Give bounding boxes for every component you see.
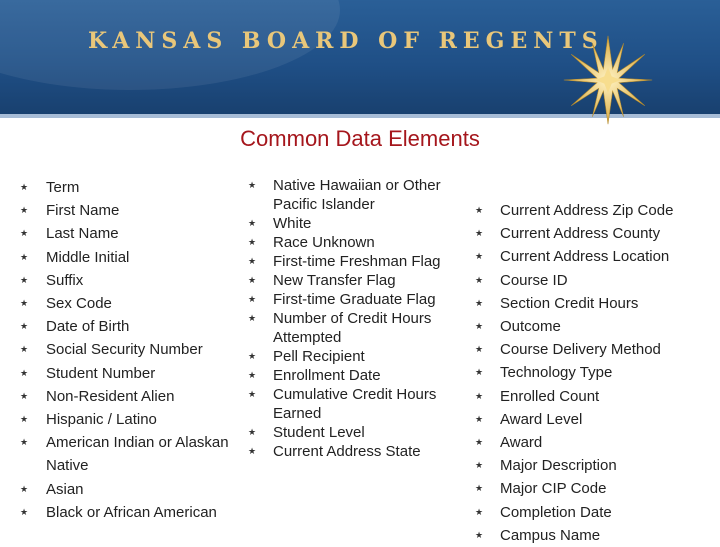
star-bullet-icon: ★ xyxy=(20,182,29,192)
list-item xyxy=(475,292,720,315)
star-bullet-icon: ★ xyxy=(248,313,257,323)
list-item xyxy=(248,423,458,442)
star-bullet-icon: ★ xyxy=(475,251,484,262)
list-item-text: Section Credit Hours xyxy=(500,294,639,312)
column-2-list xyxy=(248,176,458,461)
list-item-text: Enrollment Date xyxy=(273,367,381,384)
list-item-text: Completion Date xyxy=(500,503,612,521)
list-item-text: Student Level xyxy=(273,424,365,441)
star-bullet-icon: ★ xyxy=(20,414,29,425)
list-item-text: Last Name xyxy=(46,225,119,243)
column-1-list xyxy=(20,176,235,524)
list-item-text: Current Address State xyxy=(273,443,421,460)
list-item-text: Native Hawaiian or Other Pacific Islander xyxy=(273,177,441,213)
list-item xyxy=(20,362,235,385)
list-item xyxy=(248,347,458,366)
star-bullet-icon: ★ xyxy=(248,237,257,247)
list-item-text: Suffix xyxy=(46,271,84,289)
list-item xyxy=(475,385,720,408)
list-item xyxy=(248,214,458,233)
list-item xyxy=(475,245,720,268)
list-item xyxy=(475,269,720,292)
list-item-text: Hispanic / Latino xyxy=(46,411,157,429)
list-item xyxy=(475,501,720,524)
list-item-text: Award xyxy=(500,434,543,452)
banner-title: KANSAS BOARD OF REGENTS xyxy=(88,28,604,54)
list-item xyxy=(20,315,235,338)
list-item-text: First Name xyxy=(46,202,120,220)
list-item-text: Black or African American xyxy=(46,503,217,521)
list-item xyxy=(248,385,458,423)
list-item-text: Major CIP Code xyxy=(500,480,607,498)
star-bullet-icon: ★ xyxy=(475,460,484,471)
list-item-text: American Indian or Alaskan Native xyxy=(46,434,229,475)
list-item-text: Date of Birth xyxy=(46,318,130,336)
star-bullet-icon: ★ xyxy=(248,218,257,228)
list-item-text: Campus Name xyxy=(500,526,601,544)
list-item xyxy=(475,454,720,477)
list-item-text: Non-Resident Alien xyxy=(46,387,175,405)
star-bullet-icon: ★ xyxy=(20,390,29,401)
list-item xyxy=(475,431,720,454)
list-item-text: Race Unknown xyxy=(273,234,375,251)
list-item xyxy=(20,246,235,269)
list-item xyxy=(248,290,458,309)
star-bullet-icon: ★ xyxy=(248,351,257,361)
star-bullet-icon: ★ xyxy=(475,506,484,517)
star-bullet-icon: ★ xyxy=(475,205,484,215)
star-bullet-icon: ★ xyxy=(20,506,29,517)
star-bullet-icon: ★ xyxy=(20,483,29,494)
list-item-text: Technology Type xyxy=(500,364,613,382)
list-item-text: Current Address Zip Code xyxy=(500,202,674,219)
list-item-text: Outcome xyxy=(500,318,561,336)
star-bullet-icon: ★ xyxy=(248,370,257,380)
star-bullet-icon: ★ xyxy=(248,275,257,285)
star-bullet-icon: ★ xyxy=(475,390,484,401)
star-bullet-icon: ★ xyxy=(475,483,484,494)
list-item xyxy=(20,292,235,315)
list-item xyxy=(475,199,720,222)
star-bullet-icon: ★ xyxy=(475,321,484,332)
list-item-text: Current Address County xyxy=(500,225,661,243)
star-bullet-icon: ★ xyxy=(475,274,484,285)
star-bullet-icon: ★ xyxy=(248,427,257,437)
star-bullet-icon: ★ xyxy=(475,413,484,424)
star-bullet-icon: ★ xyxy=(20,298,29,309)
star-bullet-icon: ★ xyxy=(20,344,29,355)
slide-title: Common Data Elements xyxy=(240,126,480,151)
list-item-text: Student Number xyxy=(46,364,156,382)
star-bullet-icon: ★ xyxy=(248,389,257,399)
list-item-text: Term xyxy=(46,179,80,196)
list-item-text: Major Description xyxy=(500,457,617,475)
star-bullet-icon: ★ xyxy=(20,367,29,378)
list-item xyxy=(20,222,235,245)
list-item-text: New Transfer Flag xyxy=(273,272,396,289)
list-item-text: Course ID xyxy=(500,271,568,289)
star-bullet-icon: ★ xyxy=(248,294,257,304)
list-item xyxy=(475,222,720,245)
list-item xyxy=(475,477,720,500)
list-item xyxy=(248,233,458,252)
star-bullet-icon: ★ xyxy=(20,205,29,216)
star-bullet-icon: ★ xyxy=(20,251,29,262)
list-item-text: Award Level xyxy=(500,410,583,428)
list-item-text: Social Security Number xyxy=(46,341,203,359)
star-bullet-icon: ★ xyxy=(475,437,484,448)
list-item xyxy=(475,408,720,431)
star-bullet-icon: ★ xyxy=(248,256,257,266)
list-item xyxy=(475,524,720,547)
list-item xyxy=(20,199,235,222)
star-bullet-icon: ★ xyxy=(20,437,29,448)
star-bullet-icon: ★ xyxy=(248,446,257,456)
list-item xyxy=(475,315,720,338)
star-bullet-icon: ★ xyxy=(20,321,29,332)
star-bullet-icon: ★ xyxy=(475,344,484,355)
star-bullet-icon: ★ xyxy=(248,180,257,190)
list-item xyxy=(20,501,235,524)
list-item xyxy=(248,366,458,385)
list-item xyxy=(248,176,458,214)
list-item-text: Middle Initial xyxy=(46,248,130,266)
list-item xyxy=(248,442,458,461)
list-item-text: Number of Credit Hours Attempted xyxy=(273,310,432,346)
star-logo-icon xyxy=(562,34,654,126)
star-bullet-icon: ★ xyxy=(20,228,29,239)
list-item-text: White xyxy=(273,215,312,232)
star-bullet-icon: ★ xyxy=(475,297,484,308)
list-item xyxy=(475,361,720,384)
list-item xyxy=(248,252,458,271)
list-item xyxy=(20,478,235,501)
list-item xyxy=(248,309,458,347)
star-bullet-icon: ★ xyxy=(475,367,484,378)
list-item-text: Enrolled Count xyxy=(500,387,600,405)
list-item xyxy=(20,385,235,408)
list-item-text: Pell Recipient xyxy=(273,348,365,365)
list-item xyxy=(248,271,458,290)
star-bullet-icon: ★ xyxy=(475,228,484,239)
list-item xyxy=(20,176,235,199)
list-item xyxy=(20,408,235,431)
star-bullet-icon: ★ xyxy=(475,529,484,540)
list-item xyxy=(20,338,235,361)
column-3-list xyxy=(475,199,720,547)
list-item-text: First-time Graduate Flag xyxy=(273,291,436,308)
list-item-text: First-time Freshman Flag xyxy=(273,253,441,270)
list-item-text: Sex Code xyxy=(46,295,112,313)
star-bullet-icon: ★ xyxy=(20,274,29,285)
list-item-text: Cumulative Credit Hours Earned xyxy=(273,386,437,422)
list-item-text: Course Delivery Method xyxy=(500,341,661,359)
list-item-text: Current Address Location xyxy=(500,248,670,266)
list-item-text: Asian xyxy=(46,480,84,498)
list-item xyxy=(475,338,720,361)
list-item xyxy=(20,269,235,292)
list-item xyxy=(20,431,235,477)
